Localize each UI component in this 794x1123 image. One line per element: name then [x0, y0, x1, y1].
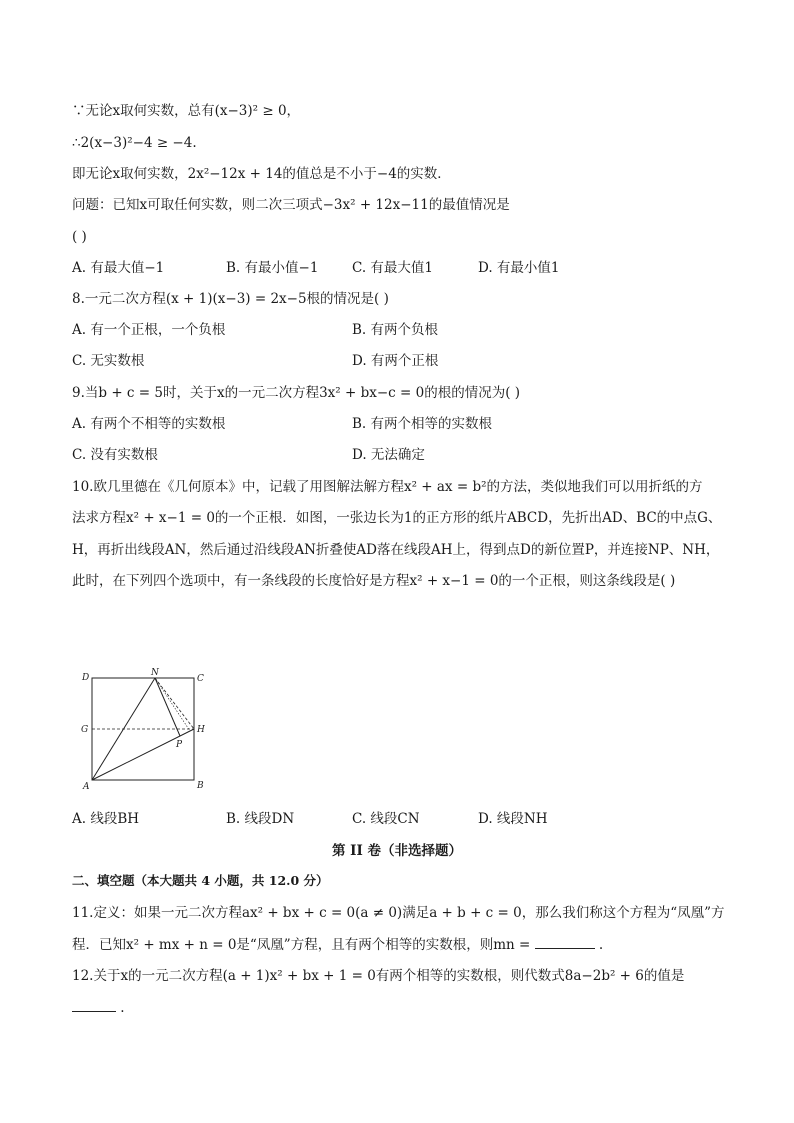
- proof-line-3: 即无论x取何实数，2x²−12x + 14的值总是不小于−4的实数．: [72, 166, 451, 182]
- label-n: N: [151, 668, 159, 678]
- section-2-heading: 二、填空题（本大题共 4 小题，共 12.0 分）: [72, 873, 329, 888]
- q10-option-d: D. 线段NH: [478, 811, 548, 827]
- line-np: [155, 678, 180, 736]
- label-d: D: [82, 673, 90, 683]
- question-10-line-3: H，再折出线段AN，然后通过沿线段AN折叠使AD落在线段AH上，得到点D的新位置P，并连接NP、NH，: [72, 542, 720, 558]
- line-fold-dotted: [155, 678, 190, 731]
- label-c: C: [197, 674, 204, 684]
- question-10-line-2: 法求方程x² + x−1 = 0的一个正根．如图，一张边长为1的正方形的纸片ABCD，先折出AD、BC的中点G、: [72, 510, 722, 526]
- question-10-line-4: 此时，在下列四个选项中，有一条线段的长度恰好是方程x² + x−1 = 0的一个正根，则这条线段是( ): [72, 573, 676, 589]
- question-9-stem: 9.当b + c = 5时，关于x的一元二次方程3x² + bx−c = 0的根的情况为( ): [72, 385, 521, 401]
- q10-option-c: C. 线段CN: [352, 811, 420, 827]
- q9-option-b: B. 有两个相等的实数根: [352, 416, 493, 432]
- q10-option-a: A. 线段BH: [72, 811, 140, 827]
- proof-line-2: ∴2(x−3)²−4 ≥ −4.: [72, 135, 197, 151]
- q7-option-c: C. 有最大值1: [352, 260, 434, 276]
- question-12-line-2: [72, 997, 125, 1018]
- q8-option-a: A. 有一个正根，一个负根: [72, 322, 226, 338]
- label-b: B: [197, 781, 204, 791]
- label-a: A: [83, 782, 90, 792]
- question-8-stem: 8.一元二次方程(x + 1)(x−3) = 2x−5根的情况是( ): [72, 291, 389, 307]
- label-p: P: [176, 740, 183, 750]
- section-2-title: 第 II 卷（非选择题）: [331, 843, 463, 859]
- proof-line-1: ∵无论x取何实数，总有(x−3)² ≥ 0，: [72, 103, 301, 119]
- question-11-line-2: [72, 934, 603, 955]
- question-10-line-1: 10.欧几里德在《几何原本》中，记载了用图解法解方程x² + ax = b²的方法，类似地我们可以用折纸的方: [72, 479, 703, 495]
- answer-blank-11[interactable]: [535, 934, 595, 949]
- q7-option-a: A. 有最大值−1: [72, 260, 165, 276]
- question-12-period: .: [120, 1000, 125, 1016]
- folded-square-figure: [76, 668, 216, 796]
- line-nh: [155, 678, 194, 729]
- q8-option-c: C. 无实数根: [72, 353, 145, 369]
- label-g: G: [81, 725, 89, 735]
- question-7-bracket: ( ): [72, 229, 87, 245]
- q8-option-d: D. 有两个正根: [352, 353, 439, 369]
- q8-option-b: B. 有两个负根: [352, 322, 439, 338]
- label-h: H: [197, 725, 205, 735]
- q9-option-a: A. 有两个不相等的实数根: [72, 416, 226, 432]
- q7-option-b: B. 有最小值−1: [226, 260, 319, 276]
- q10-option-b: B. 线段DN: [226, 811, 295, 827]
- answer-blank-12[interactable]: [72, 997, 116, 1012]
- question-7-text: 问题：已知x可取任何实数，则二次三项式−3x² + 12x−11的最值情况是: [72, 197, 510, 213]
- q7-option-d: D. 有最小值1: [478, 260, 560, 276]
- q9-option-c: C. 没有实数根: [72, 447, 158, 463]
- question-11-line-1: 11.定义：如果一元二次方程ax² + bx + c = 0(a ≠ 0)满足a + b + c = 0，那么我们称这个方程为“凤凰”方: [72, 905, 725, 921]
- question-12-line-1: 12.关于x的一元二次方程(a + 1)x² + bx + 1 = 0有两个相等的实数根，则代数式8a−2b² + 6的值是: [72, 968, 685, 984]
- question-11-period: .: [598, 937, 604, 953]
- question-11-line-2-text: 程．已知x² + mx + n = 0是“凤凰”方程，且有两个相等的实数根，则mn =: [72, 937, 531, 953]
- q9-option-d: D. 无法确定: [352, 447, 425, 463]
